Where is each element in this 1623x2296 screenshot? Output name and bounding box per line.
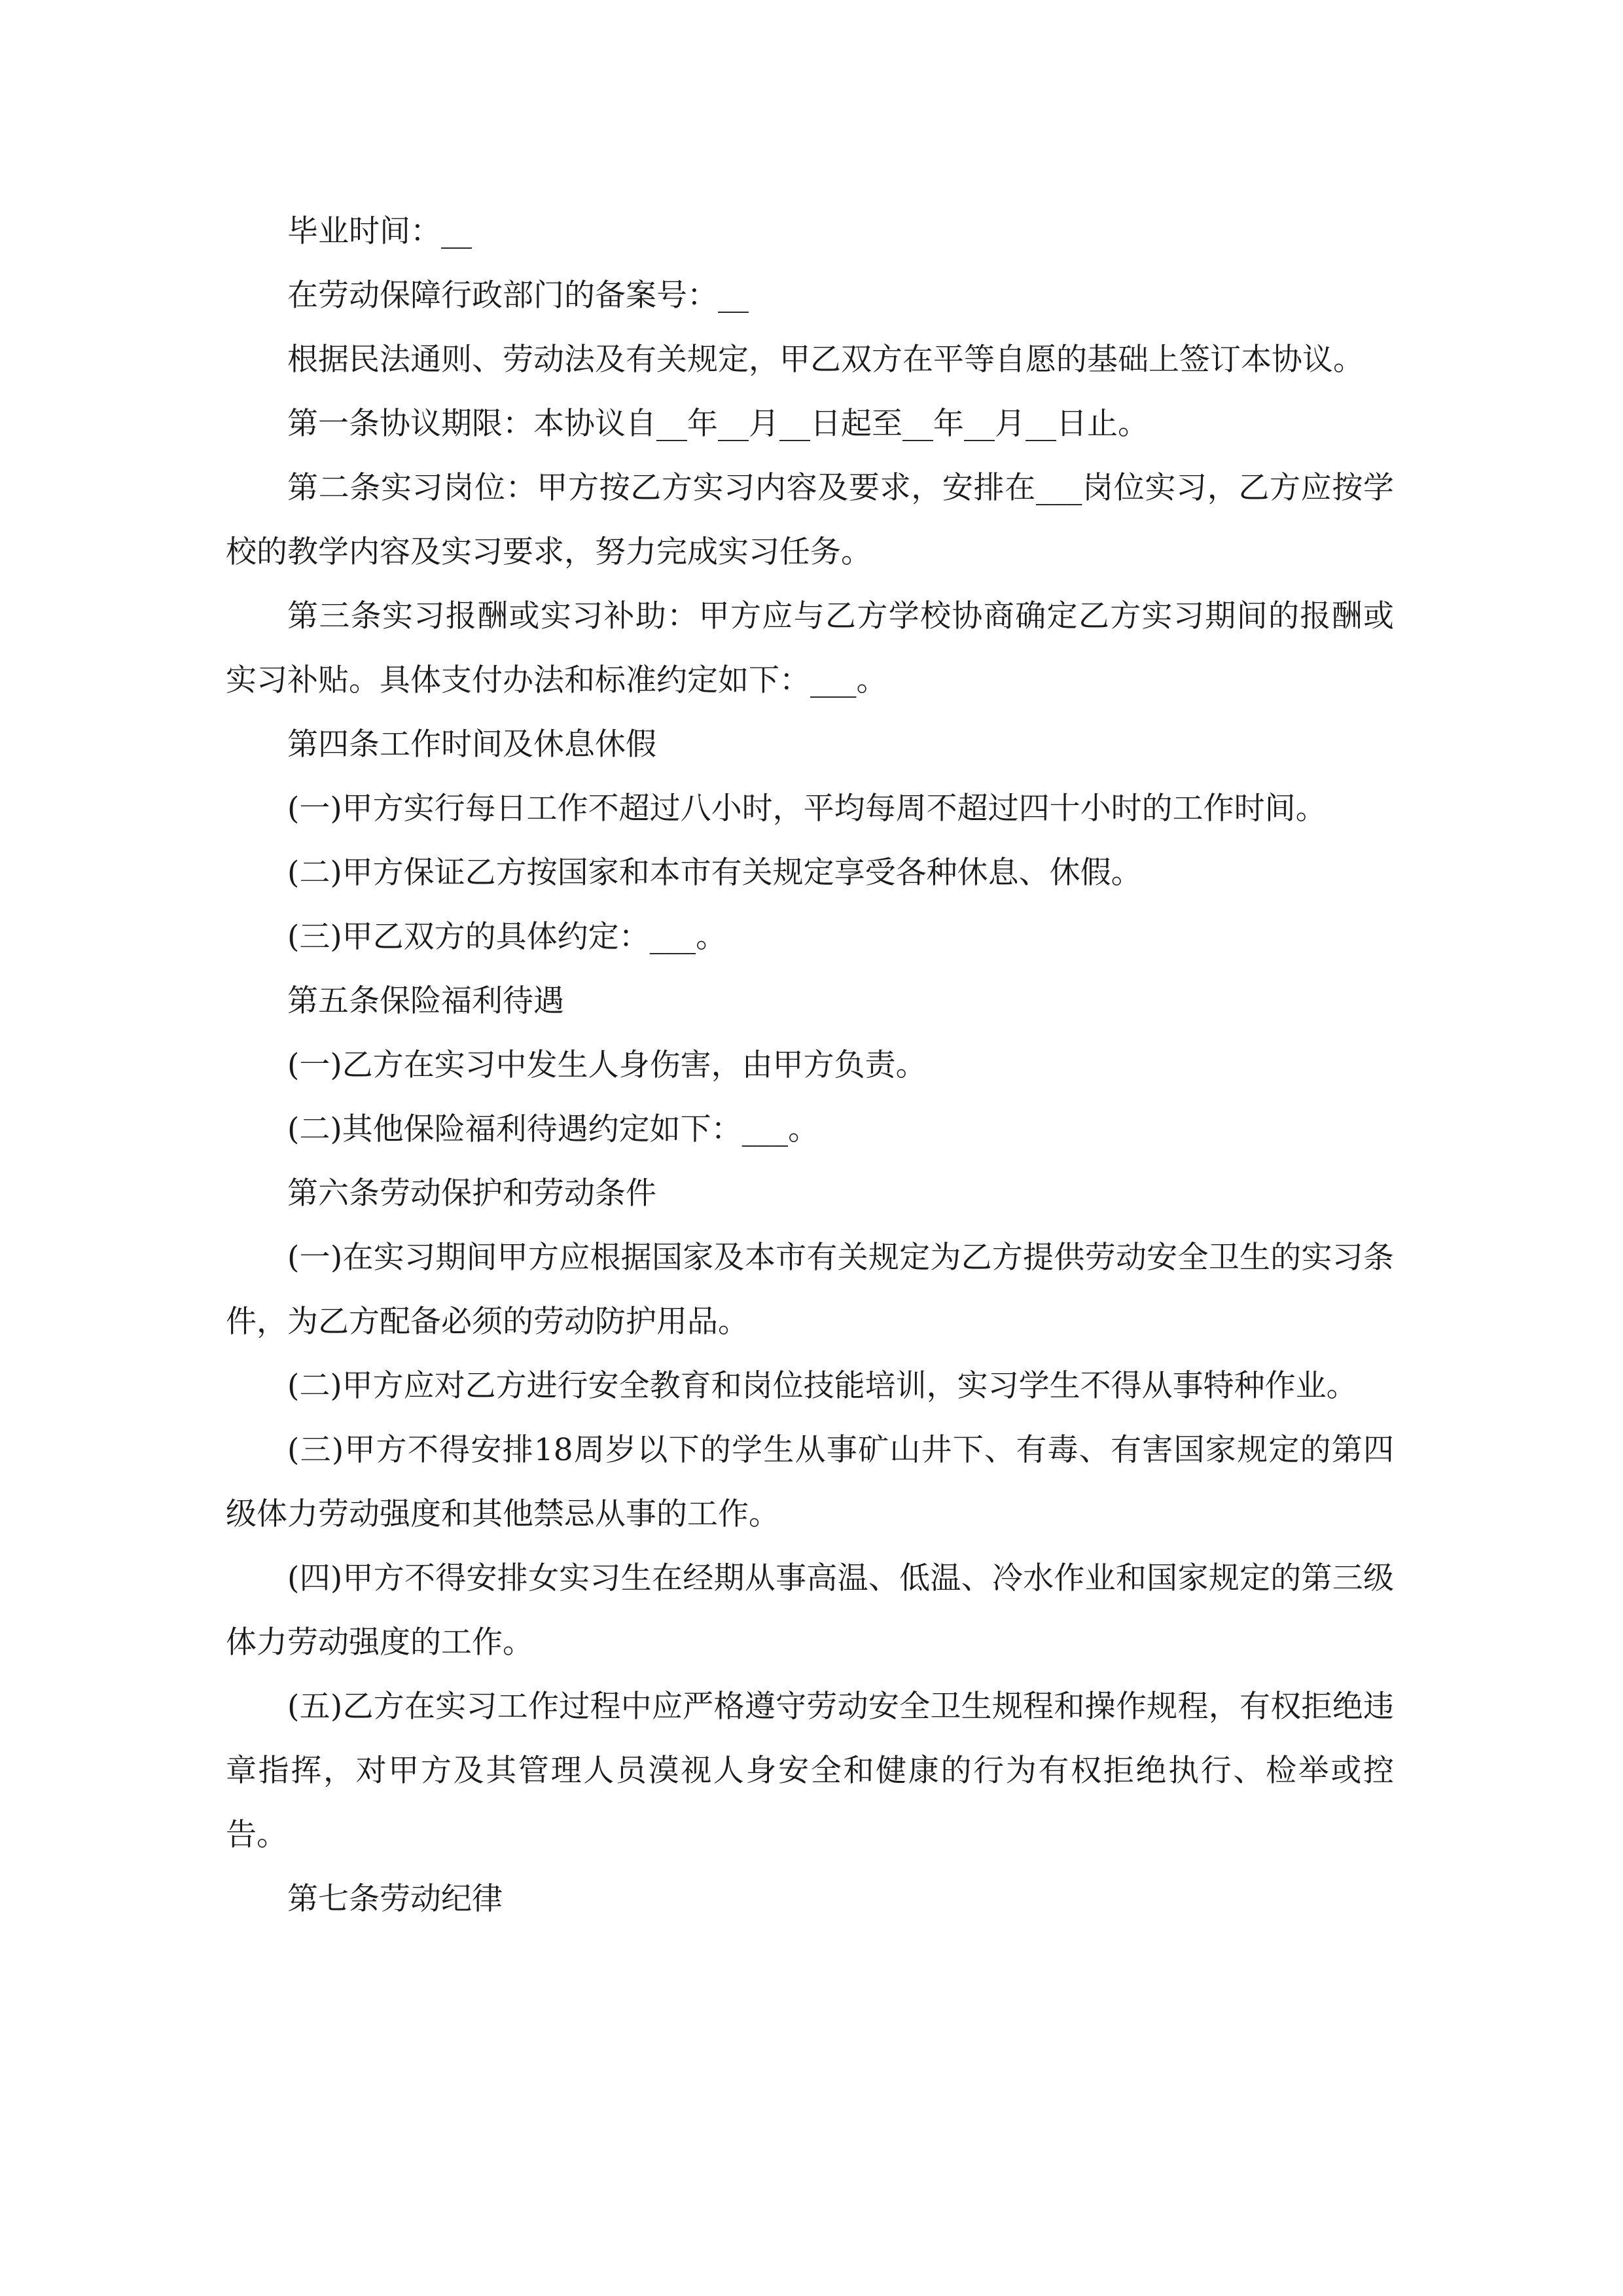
- article-4-item-3: (三)甲乙双方的具体约定：___。: [287, 919, 727, 955]
- article-2-position: 第二条实习岗位：甲方按乙方实习内容及要求，安排在___岗位实习，乙方应按学校的教学内容及实习要求，努力完成实习任务。: [226, 470, 1394, 570]
- article-4-item-1: (一)甲方实行每日工作不超过八小时，平均每周不超过四十小时的工作时间。: [287, 791, 1327, 827]
- article-4-heading: 第四条工作时间及休息休假: [287, 726, 656, 762]
- article-3-compensation: 第三条实习报酬或实习补助：甲方应与乙方学校协商确定乙方实习期间的报酬或实习补贴。具体支付办法和标准约定如下：___。: [226, 598, 1394, 698]
- article-6-item-4: (四)甲方不得安排女实习生在经期从事高温、低温、冷水作业和国家规定的第三级体力劳动强度的工作。: [226, 1560, 1394, 1660]
- preamble-paragraph: 根据民法通则、劳动法及有关规定，甲乙双方在平等自愿的基础上签订本协议。: [287, 342, 1364, 378]
- document-body: [226, 200, 1394, 1931]
- article-5-item-1: (一)乙方在实习中发生人身伤害，由甲方负责。: [287, 1047, 927, 1083]
- article-5-heading: 第五条保险福利待遇: [287, 983, 564, 1019]
- article-6-item-3: (三)甲方不得安排18周岁以下的学生从事矿山井下、有毒、有害国家规定的第四级体力劳动强度和其他禁忌从事的工作。: [226, 1432, 1394, 1532]
- article-4-item-2: (二)甲方保证乙方按国家和本市有关规定享受各种休息、休假。: [287, 855, 1142, 891]
- article-7-heading: 第七条劳动纪律: [287, 1881, 503, 1917]
- article-6-item-5: (五)乙方在实习工作过程中应严格遵守劳动安全卫生规程和操作规程，有权拒绝违章指挥，对甲方及其管理人员漠视人身安全和健康的行为有权拒绝执行、检举或控告。: [226, 1689, 1394, 1853]
- article-6-item-2: (二)甲方应对乙方进行安全教育和岗位技能培训，实习学生不得从事特种作业。: [287, 1368, 1357, 1404]
- graduation-time-line: 毕业时间：__: [287, 213, 472, 249]
- article-1-term: 第一条协议期限：本协议自__年__月__日起至__年__月__日止。: [287, 406, 1149, 442]
- filing-number-line: 在劳动保障行政部门的备案号：__: [287, 278, 749, 314]
- article-6-heading: 第六条劳动保护和劳动条件: [287, 1175, 656, 1211]
- article-6-item-1: (一)在实习期间甲方应根据国家及本市有关规定为乙方提供劳动安全卫生的实习条件，为乙方配备必须的劳动防护用品。: [226, 1240, 1394, 1340]
- article-5-item-2: (二)其他保险福利待遇约定如下：___。: [287, 1111, 819, 1147]
